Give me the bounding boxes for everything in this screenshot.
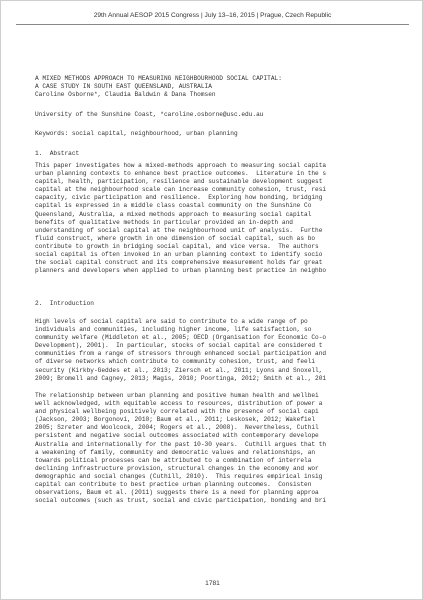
- introduction-line: observations, Baum et al. (2011) suggests there is a need for planning approa: [35, 489, 319, 497]
- abstract-line: the social capital construct and its comprehensive measurement holds far great: [35, 259, 323, 267]
- introduction-line: well acknowledged, with equitable access to resources, distribution of power a: [35, 400, 323, 408]
- introduction-line: High levels of social capital are said to contribute to a wide range of po: [35, 318, 308, 325]
- introduction-line: a weakening of family, community and democratic values and relationships, an: [35, 448, 316, 456]
- introduction-line: The relationship between urban planning and positive human health and wellbei: [35, 392, 319, 399]
- abstract-line: understanding of social capital at the neighbourhood unit of analysis. Furthe: [35, 226, 323, 234]
- introduction-line: community welfare (Middleton et al., 2005; OECD (Organisation for Economic Co-o: [35, 334, 327, 342]
- introduction-line: (Jackson, 2003; Borgonovi, 2010; Baum et al., 2011; Leskosek, 2012; Wakefiel: [35, 416, 316, 424]
- abstract-line: Queensland, Australia, a mixed methods approach to measuring social capital: [35, 210, 312, 218]
- paper-authors: Caroline Osborne*, Claudia Baldwin & Dana Thomsen: [35, 91, 216, 98]
- abstract-line: capital at the neighbourhood scale can increase community cohesion, trust, resi: [35, 186, 327, 194]
- paper-title-line-2: A CASE STUDY IN SOUTH EAST QUEENSLAND, AUSTRALIA: [35, 83, 212, 90]
- introduction-line: and physical wellbeing positively correlated with the presence of social capi: [35, 408, 319, 416]
- section-heading-introduction: 2. Introduction: [35, 300, 94, 307]
- abstract-line: fluid construct, where growth in one dimension of social capital, such as bo: [35, 234, 316, 242]
- introduction-line: of diverse networks which contribute to community cohesion, trust, and feeli: [35, 358, 316, 366]
- introduction-line: declining infrastructure provision, structural changes in the economy and wor: [35, 464, 319, 472]
- abstract-line: planners and developers when applied to urban planning best practice in neighbo: [35, 267, 327, 275]
- page-number: 1781: [205, 580, 220, 587]
- abstract-line: contribute to growth in bridging social capital, and vice versa. The authors: [35, 242, 319, 250]
- section-heading-abstract: 1. Abstract: [35, 150, 80, 157]
- introduction-paragraph-2: [35, 392, 326, 505]
- abstract-line: capital is expressed in a middle class coastal community on the Sunshine Co: [35, 202, 312, 210]
- introduction-line: towards political processes can be attributed to a combination of interrela: [35, 456, 312, 464]
- introduction-line: security (Kirkby-Geddes et al., 2013; Ziersch et al., 2011; Lyons and Snoxell,: [35, 366, 323, 374]
- introduction-paragraph-1: [35, 318, 326, 383]
- introduction-line: 2009; Bromell and Cagney, 2013; Magis, 2010; Poortinga, 2012; Smith et al., 201: [35, 374, 327, 382]
- header-rule: [16, 24, 409, 25]
- introduction-line: 2005; Szreter and Woolcock, 2004; Rogers et al., 2008). Nevertheless, Cuthil: [35, 424, 319, 432]
- paper-keywords: Keywords: social capital, neighbourhood, urban planning: [35, 130, 238, 137]
- introduction-line: capital can contribute to best practice urban planning outcomes. Consisten: [35, 481, 312, 489]
- introduction-line: Development), 2001). In particular, stocks of social capital are considered t: [35, 342, 323, 350]
- abstract-line: social capital is often invoked in an urban planning context to identify socio: [35, 251, 323, 259]
- abstract-line: This paper investigates how a mixed-methods approach to measuring social capita: [35, 162, 327, 169]
- introduction-line: social outcomes (such as trust, social and civic participation, bonding and bri: [35, 497, 327, 505]
- introduction-line: individuals and communities, including higher income, life satisfaction, so: [35, 326, 312, 334]
- conference-header: 29th Annual AESOP 2015 Congress | July 13–16, 2015 | Prague, Czech Republic: [93, 12, 332, 19]
- paper-affiliation: University of the Sunshine Coast, *caroline.osborne@usc.edu.au: [35, 111, 264, 118]
- introduction-line: communities from a range of stressors through enhanced social participation and: [35, 350, 327, 358]
- introduction-line: demographic and social changes (Cuthill, 2010). This requires empirical insig: [35, 472, 323, 480]
- introduction-line: Australia and internationally for the past 10-30 years. Cuthill argues that th: [35, 440, 327, 448]
- introduction-line: persistent and negative social outcomes associated with contemporary develope: [35, 432, 319, 440]
- paper-title-line-1: A MIXED METHODS APPROACH TO MEASURING NEIGHBOURHOOD SOCIAL CAPITAL:: [35, 75, 282, 82]
- abstract-line: benefits of qualitative methods in particular provided an in-depth and: [35, 218, 293, 226]
- abstract-line: urban planning contexts to enhance best practice outcomes. Literature in the s: [35, 170, 327, 178]
- abstract-paragraph: [35, 162, 326, 275]
- abstract-line: capital, health, participation, resilience and sustainable development suggest: [35, 178, 323, 186]
- abstract-line: capacity, civic participation and resilience. Exploring how bonding, bridging: [35, 194, 323, 202]
